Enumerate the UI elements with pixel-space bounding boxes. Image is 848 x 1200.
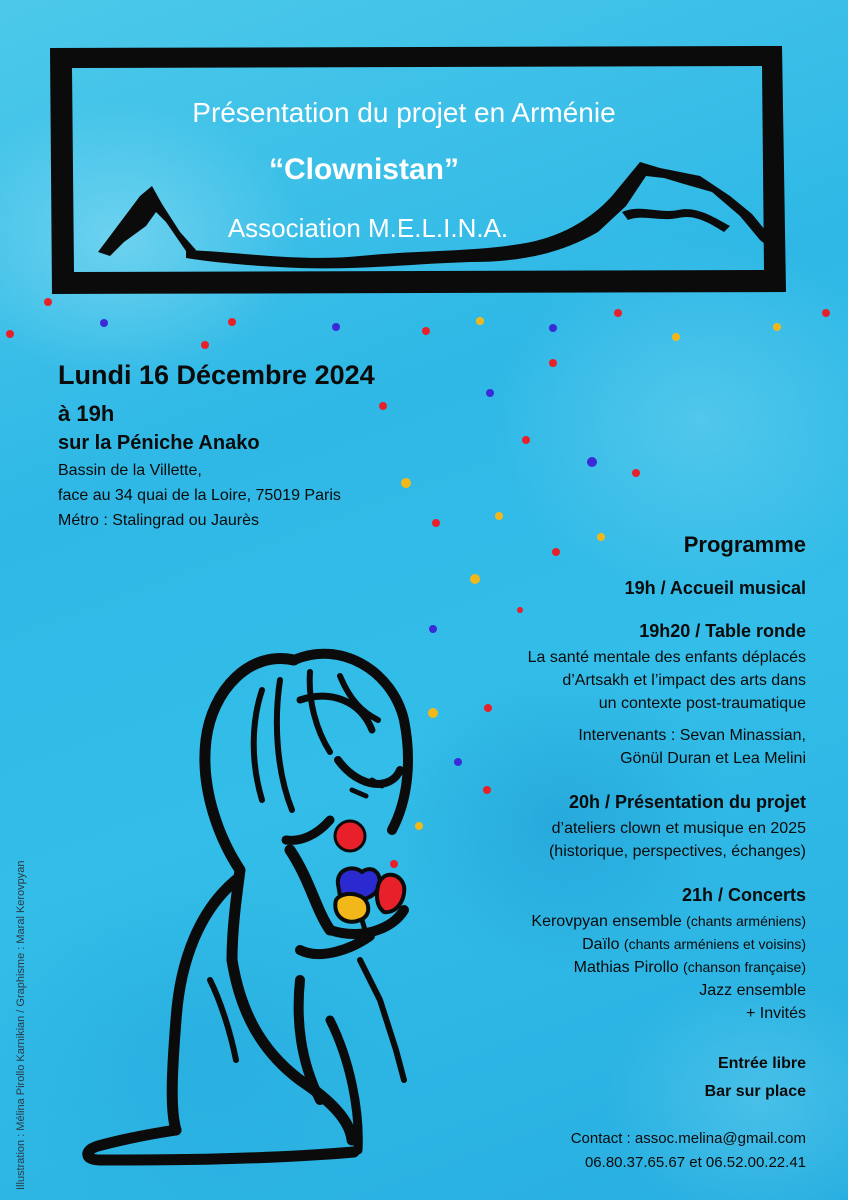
event-venue: sur la Péniche Anako <box>58 432 260 454</box>
concert-item <box>386 956 806 979</box>
bar-label: Bar sur place <box>704 1083 806 1100</box>
concert-item <box>386 1002 806 1025</box>
programme-item-heading: 20h / Présentation du projet <box>568 792 806 812</box>
programme-item-concerts <box>386 885 806 1025</box>
event-date: Lundi 16 Décembre 2024 <box>58 360 375 390</box>
concert-name: Mathias Pirollo <box>573 959 679 976</box>
concert-name: Daïlo <box>582 936 620 953</box>
concert-item <box>386 910 806 933</box>
programme-line: d’ateliers clown et musique en 2025 <box>551 820 806 837</box>
programme-title: Programme <box>683 532 806 557</box>
contact-info <box>571 1127 806 1175</box>
concert-name: Kerovpyan ensemble <box>531 913 682 930</box>
entry-free-label: Entrée libre <box>717 1055 806 1072</box>
association-name: Association M.E.L.I.N.A. <box>227 213 509 243</box>
concert-detail: (chanson française) <box>683 959 806 975</box>
header-title: Présentation du projet en Arménie <box>192 97 616 128</box>
concert-item <box>386 933 806 956</box>
event-address-line: face au 34 quai de la Loire, 75019 Paris <box>58 487 341 504</box>
programme-item-roundtable <box>386 621 806 770</box>
concert-detail: (chants arméniens et voisins) <box>623 936 806 952</box>
programme-section <box>386 532 806 1047</box>
programme-line: un contexte post-traumatique <box>598 695 806 712</box>
programme-item-welcome <box>386 578 806 599</box>
credits-line: Illustration : Mélina Pirollo Karnikian / Graphisme : Maral Kerovpyan <box>15 860 27 1190</box>
concert-item <box>386 979 806 1002</box>
concert-name: + Invités <box>745 1005 806 1022</box>
event-metro-line: Métro : Stalingrad ou Jaurès <box>58 512 259 529</box>
practical-info <box>705 1050 806 1106</box>
clown-nose <box>335 821 365 851</box>
event-time: à 19h <box>58 401 115 426</box>
programme-line: d’Artsakh et l’impact des arts dans <box>562 672 806 689</box>
speakers-line: Gönül Duran et Lea Melini <box>620 750 806 767</box>
contact-email: Contact : assoc.melina@gmail.com <box>570 1130 806 1147</box>
programme-line: (historique, perspectives, échanges) <box>548 843 806 860</box>
programme-item-heading: 19h20 / Table ronde <box>639 621 806 641</box>
contact-phones: 06.80.37.65.67 et 06.52.00.22.41 <box>584 1154 806 1171</box>
programme-item-heading: 21h / Concerts <box>681 885 806 905</box>
speakers-line: Intervenants : Sevan Minassian, <box>578 727 806 744</box>
programme-item-presentation <box>386 792 806 863</box>
event-address-line: Bassin de la Villette, <box>58 462 202 479</box>
concert-name: Jazz ensemble <box>699 982 806 999</box>
programme-line: La santé mentale des enfants déplacés <box>527 649 806 666</box>
concert-detail: (chants arméniens) <box>686 913 806 929</box>
project-name: “Clownistan” <box>268 153 459 186</box>
programme-item-heading: 19h / Accueil musical <box>624 578 806 598</box>
